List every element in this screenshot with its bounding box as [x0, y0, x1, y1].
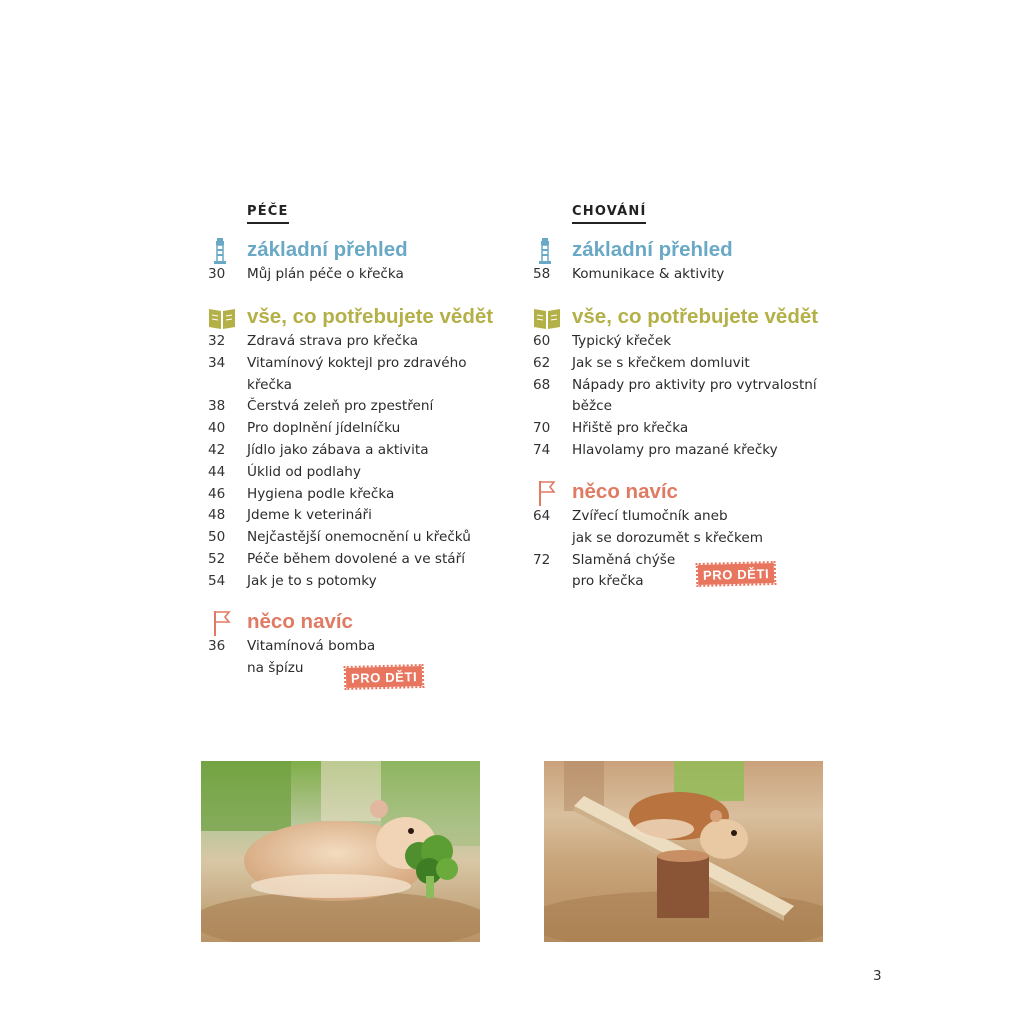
page-ref: 36: [208, 638, 226, 654]
section-title: vše, co potřebujete vědět: [247, 305, 494, 328]
page-ref: 48: [208, 507, 226, 524]
toc-entry[interactable]: [205, 484, 515, 506]
entry-text: Jak se s křečkem domluvit: [572, 354, 750, 371]
book-icon: [207, 305, 237, 331]
section-overview-care: [205, 238, 515, 286]
page-ref: 72: [533, 551, 551, 568]
entry-text: Jdeme k veterináři: [247, 507, 372, 524]
page-ref: 32: [208, 333, 226, 349]
section-title: něco navíc: [572, 480, 678, 503]
section-title: něco navíc: [247, 610, 353, 633]
section-know-behavior: [530, 305, 840, 462]
entry-text-continued: na špízu: [247, 659, 304, 676]
entry-text: Jak je to s potomky: [247, 572, 377, 589]
section-extra-behavior: [530, 480, 840, 593]
entry-text: Jídlo jako zábava a aktivita: [247, 441, 429, 458]
page-ref: 58: [533, 266, 551, 282]
toc-entry[interactable]: [205, 331, 515, 353]
toc-entry[interactable]: [205, 549, 515, 571]
page-ref: 64: [533, 508, 551, 524]
toc-entry[interactable]: [205, 462, 515, 484]
lighthouse-icon: [532, 238, 562, 264]
entry-text: Hygiena podle křečka: [247, 485, 395, 502]
entry-text-continued: křečka: [247, 376, 292, 393]
toc-entry[interactable]: [530, 440, 840, 462]
part-title-behavior: CHOVÁNÍ: [572, 204, 646, 224]
for-kids-badge: PRO DĚTI: [698, 563, 775, 585]
lighthouse-icon: [207, 238, 237, 264]
page-ref: 40: [208, 420, 226, 437]
entry-text-continued: běžce: [572, 398, 612, 415]
entry-text-continued: pro křečka: [572, 573, 644, 590]
hamster-seesaw-illustration: [544, 761, 823, 942]
page-ref: 54: [208, 572, 226, 589]
page-ref: 52: [208, 550, 226, 567]
toc-entry[interactable]: [205, 440, 515, 462]
page-ref: 50: [208, 529, 226, 546]
page-ref: 70: [533, 420, 551, 437]
page-ref: 62: [533, 354, 551, 371]
hamster-broccoli-illustration: [201, 761, 480, 942]
for-kids-badge: PRO DĚTI: [346, 666, 423, 688]
toc-entry[interactable]: [530, 353, 840, 375]
toc-entry[interactable]: [530, 264, 840, 286]
entry-text: Vitamínový koktejl pro zdravého: [247, 354, 467, 371]
section-title: vše, co potřebujete vědět: [572, 305, 819, 328]
page-ref: 38: [208, 398, 226, 415]
entry-text: Zvířecí tlumočník aneb: [572, 508, 728, 524]
toc-entry[interactable]: [530, 375, 840, 419]
entry-text: Úklid od podlahy: [247, 463, 361, 480]
toc-entry[interactable]: [205, 353, 515, 397]
page-number: 3: [873, 968, 882, 984]
page-ref: 44: [208, 463, 226, 480]
section-extra-care: [205, 610, 515, 686]
toc-entry[interactable]: [205, 418, 515, 440]
entry-text-continued: jak se dorozumět s křečkem: [572, 529, 764, 546]
book-icon: [532, 305, 562, 331]
page-ref: 46: [208, 485, 226, 502]
toc-entry[interactable]: [205, 505, 515, 527]
flag-icon: [207, 610, 237, 636]
toc-entry[interactable]: [205, 396, 515, 418]
toc-entry[interactable]: [530, 550, 840, 594]
page-ref: 68: [533, 376, 551, 393]
entry-text: Typický křeček: [572, 333, 672, 349]
part-title-care: PÉČE: [247, 204, 289, 224]
entry-text: Nápady pro aktivity pro vytrvalostní: [572, 376, 817, 393]
page-ref: 60: [533, 333, 551, 349]
entry-text: Hřiště pro křečka: [572, 420, 689, 437]
entry-text: Zdravá strava pro křečka: [247, 333, 419, 349]
photo-hamster-broccoli: [201, 761, 480, 942]
page-ref: 34: [208, 354, 226, 371]
section-title: základní přehled: [572, 238, 733, 261]
entry-text: Můj plán péče o křečka: [247, 266, 404, 282]
page-ref: 42: [208, 441, 226, 458]
page-ref: 30: [208, 266, 226, 282]
entry-text: Péče během dovolené a ve stáří: [247, 550, 466, 567]
entry-text: Nejčastější onemocnění u křečků: [247, 529, 471, 546]
entry-text: Pro doplnění jídelníčku: [247, 420, 401, 437]
section-overview-behavior: [530, 238, 840, 286]
entry-text: Slaměná chýše: [572, 551, 676, 568]
toc-entry[interactable]: [530, 331, 840, 353]
flag-icon: [532, 480, 562, 506]
entry-text: Hlavolamy pro mazané křečky: [572, 441, 778, 458]
toc-entry[interactable]: [530, 506, 840, 550]
toc-entry[interactable]: [530, 418, 840, 440]
entry-text: Komunikace & aktivity: [572, 266, 725, 282]
toc-entry[interactable]: [205, 264, 515, 286]
toc-entry[interactable]: [205, 571, 515, 593]
page-ref: 74: [533, 441, 551, 458]
section-title: základní přehled: [247, 238, 408, 261]
toc-entry[interactable]: [205, 527, 515, 549]
section-know-care: [205, 305, 515, 593]
photo-hamster-seesaw: [544, 761, 823, 942]
entry-text: Čerstvá zeleň pro zpestření: [247, 398, 434, 415]
entry-text: Vitamínová bomba: [247, 638, 376, 654]
